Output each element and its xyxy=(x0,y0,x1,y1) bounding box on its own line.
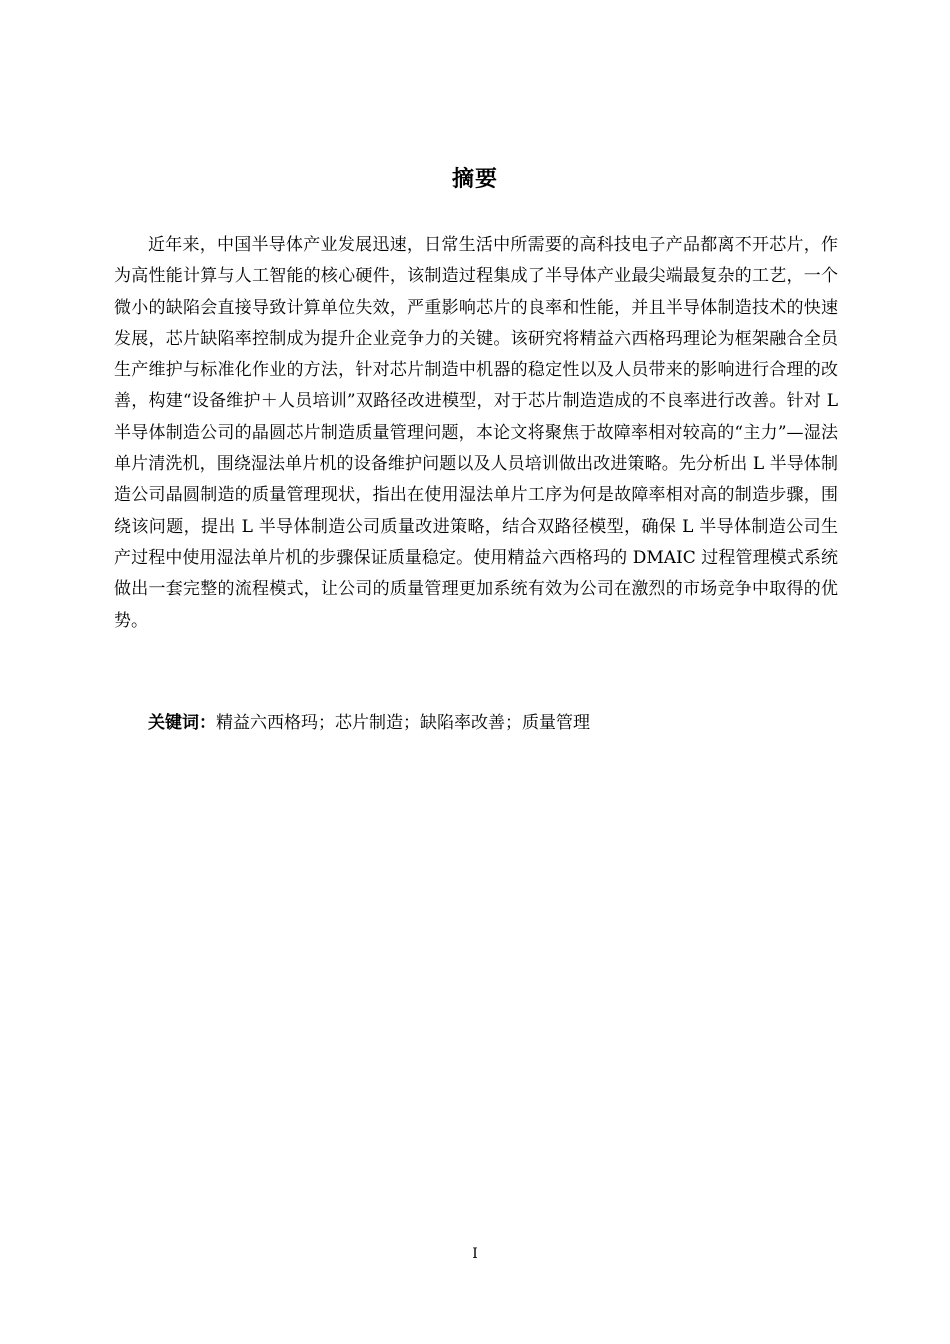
page-number: I xyxy=(472,1246,478,1262)
abstract-body: 近年来，中国半导体产业发展迅速，日常生活中所需要的高科技电子产品都离不开芯片，作为高性能计算与人工智能的核心硬件，该制造过程集成了半导体产业最尖端最复杂的工艺，一个微小的缺陷会直接导致计算单位失效，严重影响芯片的良率和性能，并且半导体制造技术的快速发展，芯片缺陷率控制成为提升企业竞争力的关键。该研究将精益六西格玛理论为框架融合全员生产维护与标准化作业的方法，针对芯片制造中机器的稳定性以及人员带来的影响进行合理的改善，构建“设备维护＋人员培训”双路径改进模型，对于芯片制造造成的不良率进行改善。针对 L 半导体制造公司的晶圆芯片制造质量管理问题，本论文将聚焦于故障率相对较高的“主力”—湿法单片清洗机，围绕湿法单片机的设备维护问题以及人员培训做出改进策略。先分析出 L 半导体制造公司晶圆制造的质量管理现状，指出在使用湿法单片工序为何是故障率相对高的制造步骤，围绕该问题，提出 L 半导体制造公司质量改进策略，结合双路径模型，确保 L 半导体制造公司生产过程中使用湿法单片机的步骤保证质量稳定。使用精益六西格玛的 DMAIC 过程管理模式系统做出一套完整的流程模式，让公司的质量管理更加系统有效为公司在激烈的市场竞争中取得的优势。 xyxy=(114,235,838,631)
keywords-text: 精益六西格玛；芯片制造；缺陷率改善；质量管理 xyxy=(216,713,590,733)
keywords-label: 关键词： xyxy=(148,713,216,733)
abstract-title: 摘要 xyxy=(451,167,498,192)
keywords-line xyxy=(148,708,590,739)
